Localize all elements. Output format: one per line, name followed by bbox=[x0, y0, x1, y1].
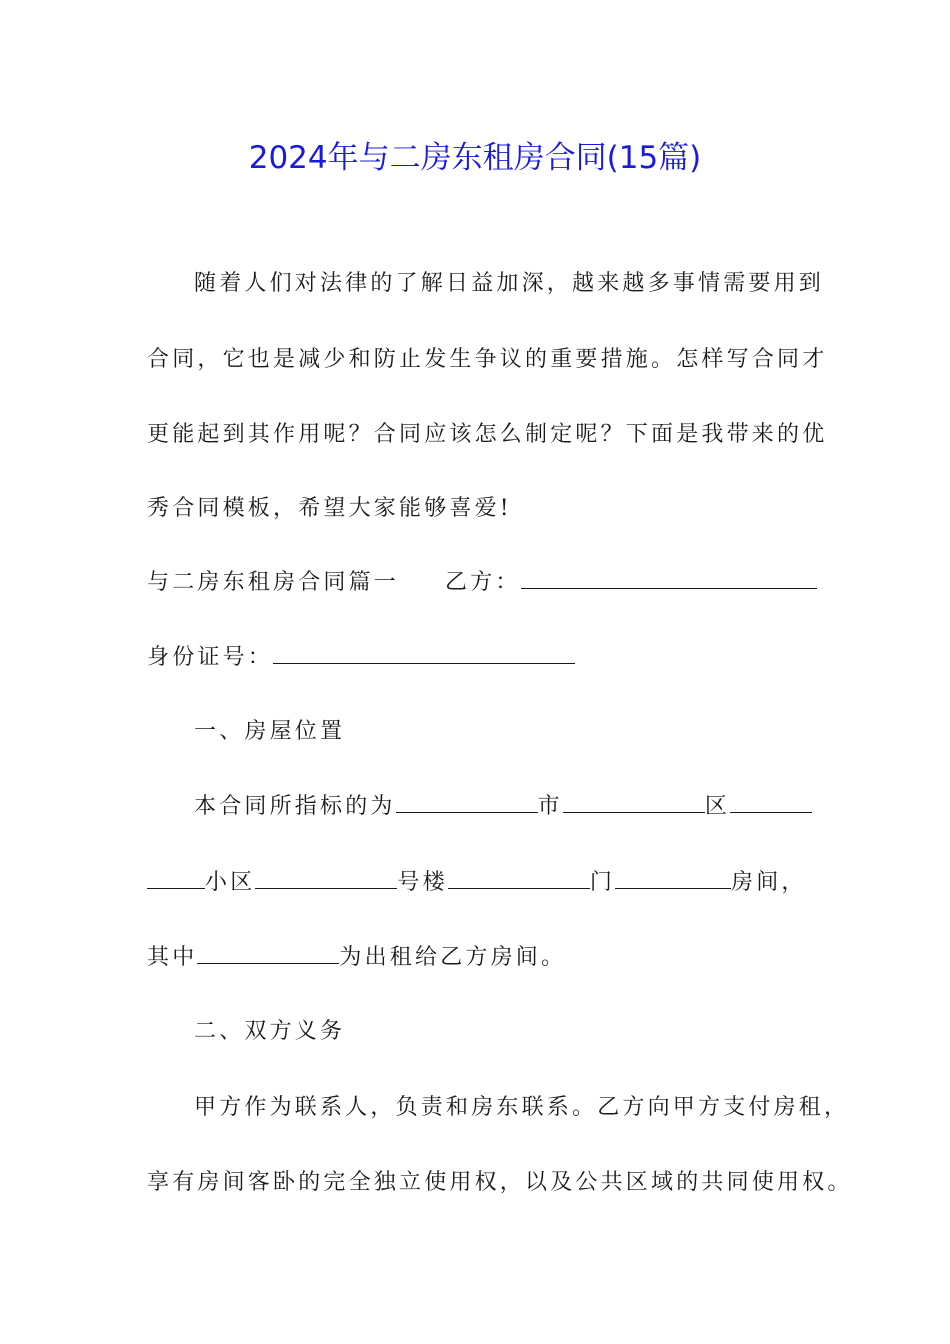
id-number-label: 身份证号： bbox=[147, 645, 274, 670]
community-blank-b[interactable] bbox=[147, 868, 205, 889]
district-label: 区 bbox=[704, 794, 731, 819]
location-row-3 bbox=[147, 943, 807, 973]
document-title: 2024年与二房东租房合同(15篇) bbox=[248, 140, 702, 176]
building-blank[interactable] bbox=[255, 868, 397, 889]
district-blank[interactable] bbox=[563, 792, 705, 813]
intro-line-1: 随着人们对法律的了解日益加深，越来越多事情需要用到 bbox=[194, 271, 825, 296]
rent-to-b-text: 为出租给乙方房间。 bbox=[339, 945, 567, 970]
section2-heading: 二、双方义务 bbox=[194, 1019, 346, 1044]
building-label: 号楼 bbox=[397, 870, 448, 895]
among-label: 其中 bbox=[147, 945, 198, 970]
id-number-blank[interactable] bbox=[273, 643, 575, 664]
intro-line-3: 更能起到其作用呢？合同应该怎么制定呢？下面是我带来的优 bbox=[147, 422, 828, 447]
room-blank[interactable] bbox=[615, 868, 731, 889]
party-b-row bbox=[147, 568, 807, 598]
unit-blank[interactable] bbox=[448, 868, 590, 889]
party-b-label: 乙方： bbox=[445, 570, 521, 595]
id-number-row bbox=[147, 643, 807, 673]
room-label: 房间， bbox=[731, 870, 807, 895]
section1-heading: 一、房屋位置 bbox=[194, 719, 346, 744]
intro-line-4: 秀合同模板，希望大家能够喜爱! bbox=[147, 496, 512, 521]
city-blank[interactable] bbox=[396, 792, 538, 813]
community-blank-a[interactable] bbox=[730, 792, 812, 813]
location-row-1 bbox=[194, 792, 854, 822]
intro-line-2: 合同，它也是减少和防止发生争议的重要措施。怎样写合同才 bbox=[147, 347, 828, 372]
community-label: 小区 bbox=[205, 870, 256, 895]
location-row-2 bbox=[147, 868, 807, 898]
unit-label: 门 bbox=[589, 870, 616, 895]
party-b-blank[interactable] bbox=[521, 568, 817, 589]
chapter-heading: 与二房东租房合同篇一 bbox=[147, 570, 400, 595]
duties-line-2: 享有房间客卧的完全独立使用权，以及公共区域的共同使用权。 bbox=[147, 1170, 853, 1195]
city-label: 市 bbox=[537, 794, 563, 819]
location-text: 本合同所指标的为 bbox=[194, 794, 396, 819]
duties-line-1: 甲方作为联系人，负责和房东联系。乙方向甲方支付房租， bbox=[194, 1095, 850, 1120]
rented-room-blank[interactable] bbox=[197, 943, 339, 964]
